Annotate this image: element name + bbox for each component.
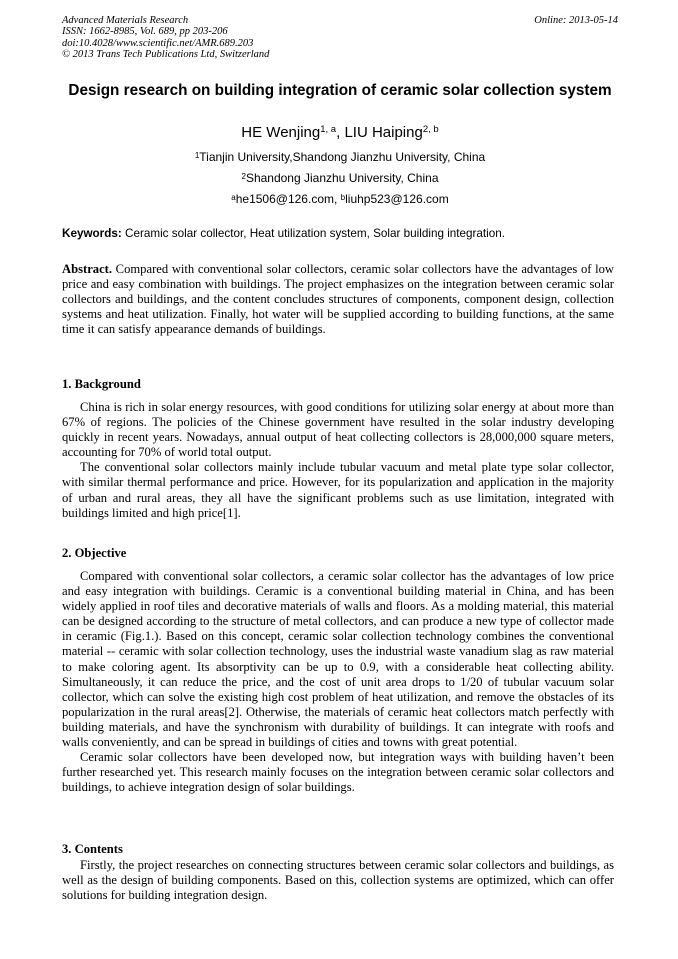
abstract-label: Abstract. [62,262,113,276]
author-superscript: 2, b [422,124,439,135]
email-superscript: a [231,193,236,202]
email-a: he1506@126.com, [235,192,341,206]
copyright-line: © 2013 Trans Tech Publications Ltd, Switzerland [62,49,270,61]
author-name: LIU Haiping [344,124,423,141]
keywords-label: Keywords: [62,227,122,240]
paragraph: The conventional solar collectors mainly include tubular vacuum and metal plate type solar collector, with similar thermal performance and price. However, for its popularization and application in the majority of urban and rural areas, they all have the significant problems such as use limitation, integrated with buildings limited and high price[1]. [62,460,614,520]
section-heading: 2. Objective [62,546,127,560]
author-superscript: 1, a [320,124,337,135]
keywords-text: Ceramic solar collector, Heat utilization system, Solar building integration. [121,227,506,240]
journal-header [62,15,618,61]
abstract-paragraph [62,262,614,337]
author-line [62,124,618,142]
abstract [62,262,614,337]
online-date: Online: 2013-05-14 [534,15,618,26]
doi-line: doi:10.4028/www.scientific.net/AMR.689.203 [62,37,254,49]
issn-line: ISSN: 1662-8985, Vol. 689, pp 203-206 [62,26,228,38]
author-separator: , [336,124,345,141]
section-body [62,400,614,521]
author-name: HE Wenjing [241,124,321,141]
affiliation-text: Shandong Jianzhu University, China [245,171,439,185]
section-body [62,858,614,903]
paragraph: Ceramic solar collectors have been developed now, but integration ways with building haven’t been further researched yet. This research mainly focuses on the integration between ceramic solar collectors and buildings, to achieve integration design of solar buildings. [62,750,614,795]
paper-title: Design research on building integration of ceramic solar collection system [68,82,612,99]
paragraph: Compared with conventional solar collectors, a ceramic solar collector has the advantages of low price and easy integration with buildings. Ceramic is a conventional building material in China, and has been widely applied in roof tiles and decorative materials of walls and floors. As a molding material, this material can be designed according to the structure of metal collectors, and can produce a new type of collector made in ceramic (Fig.1.). Based on this concept, ceramic solar collection technology combines the conventional material -- ceramic with solar collection technology, uses the industrial waste vanadium slag as raw material to make coloring agent. Its absorptivity can be up to 0.9, with a considerable heat collecting ability. Simultaneously, it can reduce the price, and the cost of unit area drops to 1/20 of tubular vacuum solar collector, which can solve the existing high cost problem of heat utilization, and remove the obstacles of its popularization in the rural areas[2]. Otherwise, the materials of ceramic heat collectors match perfectly with building materials, and have the synchronism with durability of buildings. It can integrate with roofs and walls conveniently, and can be spread in buildings of cities and towns with great potential. [62,569,614,750]
keywords [62,227,618,241]
email-b: liuhp523@126.com [345,192,449,206]
affiliation-2 [62,171,618,186]
section-heading: 1. Background [62,377,141,391]
email-superscript: b [340,193,346,202]
affiliation-1 [62,150,618,165]
abstract-text: Compared with conventional solar collectors, ceramic solar collectors have the advantages of low price and easy combination with buildings. The project emphasizes on the integration between ceramic solar collectors and buildings, and the content concludes structures of components, component design, collection systems and heat utilization. Finally, hot water will be supplied according to building functions, at the same time it can satisfy appearance demands of buildings. [62,262,614,337]
paragraph: China is rich in solar energy resources, with good conditions for utilizing solar energy at about more than 67% of regions. The policies of the Chinese government have resulted in the solar industry developing quickly in recent years. Nowadays, annual output of heat collecting collectors is 28,000,000 square meters, accounting for 70% of world total output. [62,400,614,460]
section-body [62,569,614,795]
section-heading: 3. Contents [62,842,123,856]
paragraph: Firstly, the project researches on connecting structures between ceramic solar collectors and buildings, as well as the design of building components. Based on this, collection systems are optimized, which can offer solutions for building integration design. [62,858,614,903]
affiliation-text: Tianjin University,Shandong Jianzhu University, China [199,150,486,164]
affiliation-superscript: 1 [194,151,200,160]
affiliation-superscript: 2 [241,172,246,181]
email-line [62,192,618,207]
journal-name: Advanced Materials Research [62,15,189,26]
